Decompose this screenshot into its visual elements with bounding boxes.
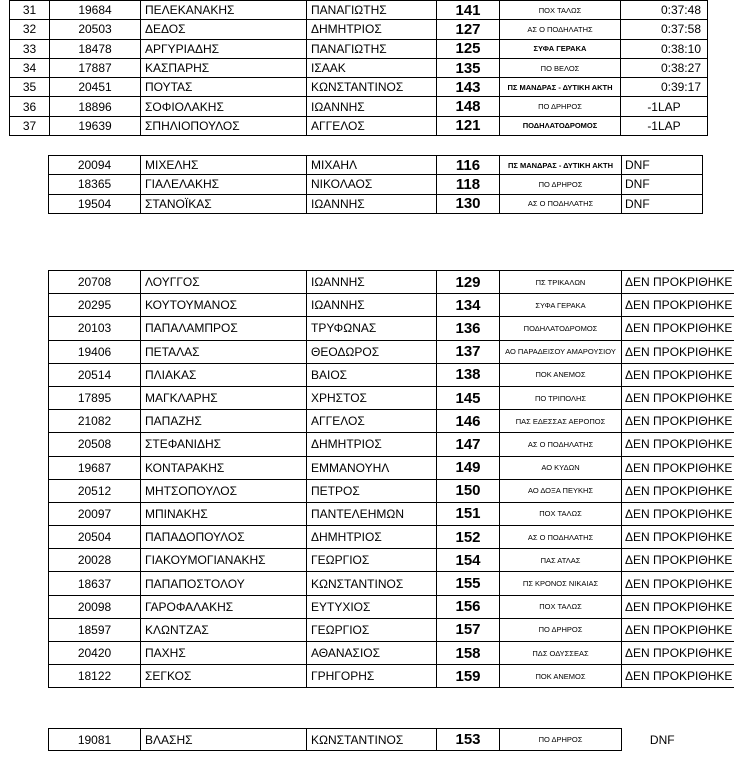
result-cell: ΔΕΝ ΠΡΟΚΡΙΘΗΚΕ bbox=[622, 363, 734, 386]
bib-number-cell: 151 bbox=[437, 502, 500, 525]
table-row bbox=[10, 39, 708, 58]
first-name-cell: ΤΡΥΦΩΝΑΣ bbox=[307, 317, 437, 340]
first-name-cell: ΠΑΝΑΓΙΩΤΗΣ bbox=[307, 1, 437, 20]
bib-number-cell: 121 bbox=[437, 116, 500, 135]
club-cell: ΠΟ ΒΕΛΟΣ bbox=[500, 58, 621, 77]
surname-cell: ΑΡΓΥΡΙΑΔΗΣ bbox=[141, 39, 307, 58]
license-cell: 18597 bbox=[49, 618, 141, 641]
surname-cell: ΠΑΠΑΠΟΣΤΟΛΟΥ bbox=[141, 572, 307, 595]
rank-cell: 33 bbox=[10, 39, 50, 58]
license-cell: 20514 bbox=[49, 363, 141, 386]
finishers-table bbox=[9, 0, 708, 136]
first-name-cell: ΕΜΜΑΝΟΥΗΛ bbox=[307, 456, 437, 479]
license-cell: 17887 bbox=[50, 58, 141, 77]
license-cell: 20420 bbox=[49, 642, 141, 665]
club-cell: ΠΣ ΜΑΝΔΡΑΣ - ΔΥΤΙΚΗ ΑΚΤΗ bbox=[500, 156, 622, 175]
club-cell: ΠΟΧ ΤΑΛΩΣ bbox=[500, 1, 621, 20]
surname-cell: ΜΗΤΣΟΠΟΥΛΟΣ bbox=[141, 479, 307, 502]
bib-number-cell: 158 bbox=[437, 642, 500, 665]
result-cell: ΔΕΝ ΠΡΟΚΡΙΘΗΚΕ bbox=[622, 456, 734, 479]
bib-number-cell: 155 bbox=[437, 572, 500, 595]
license-cell: 20028 bbox=[49, 549, 141, 572]
result-cell: ΔΕΝ ΠΡΟΚΡΙΘΗΚΕ bbox=[622, 386, 734, 409]
bib-number-cell: 118 bbox=[437, 175, 500, 194]
license-cell: 19504 bbox=[49, 194, 141, 213]
bib-number-cell: 127 bbox=[437, 20, 500, 39]
bib-number-cell: 152 bbox=[437, 526, 500, 549]
table-row bbox=[49, 549, 734, 572]
club-cell: ΑΣ Ο ΠΟΔΗΛΑΤΗΣ bbox=[500, 526, 622, 549]
license-cell: 17895 bbox=[49, 386, 141, 409]
surname-cell: ΠΑΠΑΔΟΠΟΥΛΟΣ bbox=[141, 526, 307, 549]
club-cell: ΠΟΚ ΑΝΕΜΟΣ bbox=[500, 363, 622, 386]
club-cell: ΑΣ Ο ΠΟΔΗΛΑΤΗΣ bbox=[500, 194, 622, 213]
surname-cell: ΣΤΕΦΑΝΙΔΗΣ bbox=[141, 433, 307, 456]
bib-number-cell: 145 bbox=[437, 386, 500, 409]
table-row bbox=[49, 595, 734, 618]
surname-cell: ΜΠΙΝΑΚΗΣ bbox=[141, 502, 307, 525]
result-cell: ΔΕΝ ΠΡΟΚΡΙΘΗΚΕ bbox=[622, 642, 734, 665]
first-name-cell: ΔΗΜΗΤΡΙΟΣ bbox=[307, 20, 437, 39]
surname-cell: ΠΕΤΑΛΑΣ bbox=[141, 340, 307, 363]
license-cell: 19639 bbox=[50, 116, 141, 135]
result-cell: ΔΕΝ ΠΡΟΚΡΙΘΗΚΕ bbox=[622, 340, 734, 363]
first-name-cell: ΠΑΝΤΕΛΕΗΜΩΝ bbox=[307, 502, 437, 525]
bib-number-cell: 153 bbox=[437, 729, 500, 751]
club-cell: ΠΟ ΔΡΗΡΟΣ bbox=[500, 729, 622, 751]
dnf-table bbox=[48, 155, 703, 214]
bib-number-cell: 134 bbox=[437, 294, 500, 317]
bib-number-cell: 156 bbox=[437, 595, 500, 618]
bib-number-cell: 129 bbox=[437, 271, 500, 294]
result-cell: ΔΕΝ ΠΡΟΚΡΙΘΗΚΕ bbox=[622, 410, 734, 433]
result-cell: ΔΕΝ ΠΡΟΚΡΙΘΗΚΕ bbox=[622, 294, 734, 317]
table-row bbox=[49, 175, 703, 194]
club-cell: ΠΟΧ ΤΑΛΩΣ bbox=[500, 502, 622, 525]
result-cell: ΔΕΝ ΠΡΟΚΡΙΘΗΚΕ bbox=[622, 433, 734, 456]
license-cell: 20451 bbox=[50, 78, 141, 97]
bib-number-cell: 137 bbox=[437, 340, 500, 363]
bib-number-cell: 130 bbox=[437, 194, 500, 213]
bib-number-cell: 147 bbox=[437, 433, 500, 456]
surname-cell: ΠΑΧΗΣ bbox=[141, 642, 307, 665]
result-cell: ΔΕΝ ΠΡΟΚΡΙΘΗΚΕ bbox=[622, 526, 734, 549]
table-row bbox=[49, 479, 734, 502]
result-cell: DNF bbox=[649, 732, 675, 747]
first-name-cell: ΙΩΑΝΝΗΣ bbox=[307, 271, 437, 294]
license-cell: 18478 bbox=[50, 39, 141, 58]
license-cell: 20098 bbox=[49, 595, 141, 618]
club-cell: ΠΟΔΗΛΑΤΟΔΡΟΜΟΣ bbox=[500, 317, 622, 340]
first-name-cell: ΔΗΜΗΤΡΙΟΣ bbox=[307, 526, 437, 549]
license-cell: 20503 bbox=[50, 20, 141, 39]
first-name-cell: ΚΩΝΣΤΑΝΤΙΝΟΣ bbox=[307, 572, 437, 595]
result-cell: -1LAP bbox=[621, 116, 708, 135]
license-cell: 20504 bbox=[49, 526, 141, 549]
first-name-cell: ΙΩΑΝΝΗΣ bbox=[307, 294, 437, 317]
surname-cell: ΚΟΥΤΟΥΜΑΝΟΣ bbox=[141, 294, 307, 317]
license-cell: 20708 bbox=[49, 271, 141, 294]
surname-cell: ΠΟΥΤΑΣ bbox=[141, 78, 307, 97]
surname-cell: ΠΑΠΑΖΗΣ bbox=[141, 410, 307, 433]
result-cell: ΔΕΝ ΠΡΟΚΡΙΘΗΚΕ bbox=[622, 479, 734, 502]
club-cell: ΑΟ ΚΥΔΩΝ bbox=[500, 456, 622, 479]
first-name-cell: ΙΣΑΑΚ bbox=[307, 58, 437, 77]
bib-number-cell: 154 bbox=[437, 549, 500, 572]
first-name-cell: ΚΩΝΣΤΑΝΤΙΝΟΣ bbox=[307, 78, 437, 97]
bib-number-cell: 150 bbox=[437, 479, 500, 502]
club-cell: ΑΣ Ο ΠΟΔΗΛΑΤΗΣ bbox=[500, 433, 622, 456]
table-row bbox=[49, 317, 734, 340]
surname-cell: ΠΕΛΕΚΑΝΑΚΗΣ bbox=[141, 1, 307, 20]
not-qualified-table bbox=[48, 270, 734, 688]
table-row bbox=[49, 194, 703, 213]
bib-number-cell: 138 bbox=[437, 363, 500, 386]
result-cell: -1LAP bbox=[621, 97, 708, 116]
license-cell: 20103 bbox=[49, 317, 141, 340]
first-name-cell: ΓΕΩΡΓΙΟΣ bbox=[307, 618, 437, 641]
surname-cell: ΠΛΙΑΚΑΣ bbox=[141, 363, 307, 386]
surname-cell: ΓΙΑΛΕΛΑΚΗΣ bbox=[141, 175, 307, 194]
surname-cell: ΣΕΓΚΟΣ bbox=[141, 665, 307, 688]
surname-cell: ΣΠΗΛΙΟΠΟΥΛΟΣ bbox=[141, 116, 307, 135]
license-cell: 19081 bbox=[49, 729, 141, 751]
first-name-cell: ΝΙΚΟΛΑΟΣ bbox=[307, 175, 437, 194]
bib-number-cell: 125 bbox=[437, 39, 500, 58]
result-cell: 0:37:48 bbox=[621, 1, 708, 20]
club-cell: ΠΟΔΗΛΑΤΟΔΡΟΜΟΣ bbox=[500, 116, 621, 135]
bib-number-cell: 141 bbox=[437, 1, 500, 20]
result-cell: 0:38:27 bbox=[621, 58, 708, 77]
surname-cell: ΓΑΡΟΦΑΛΑΚΗΣ bbox=[141, 595, 307, 618]
result-cell: DNF bbox=[622, 175, 703, 194]
result-cell: ΔΕΝ ΠΡΟΚΡΙΘΗΚΕ bbox=[622, 618, 734, 641]
club-cell: ΠΣ ΜΑΝΔΡΑΣ - ΔΥΤΙΚΗ ΑΚΤΗ bbox=[500, 78, 621, 97]
table-row bbox=[49, 433, 734, 456]
rank-cell: 34 bbox=[10, 58, 50, 77]
result-cell: ΔΕΝ ΠΡΟΚΡΙΘΗΚΕ bbox=[622, 271, 734, 294]
club-cell: ΑΣ Ο ΠΟΔΗΛΑΤΗΣ bbox=[500, 20, 621, 39]
license-cell: 19687 bbox=[49, 456, 141, 479]
bib-number-cell: 135 bbox=[437, 58, 500, 77]
result-cell: ΔΕΝ ΠΡΟΚΡΙΘΗΚΕ bbox=[622, 665, 734, 688]
bib-number-cell: 116 bbox=[437, 156, 500, 175]
table-row bbox=[49, 642, 734, 665]
table-row bbox=[10, 1, 708, 20]
table-row bbox=[49, 618, 734, 641]
bib-number-cell: 143 bbox=[437, 78, 500, 97]
license-cell: 18122 bbox=[49, 665, 141, 688]
bib-number-cell: 136 bbox=[437, 317, 500, 340]
table-row bbox=[49, 502, 734, 525]
first-name-cell: ΧΡΗΣΤΟΣ bbox=[307, 386, 437, 409]
license-cell: 18637 bbox=[49, 572, 141, 595]
result-cell: 0:39:17 bbox=[621, 78, 708, 97]
rank-cell: 32 bbox=[10, 20, 50, 39]
club-cell: ΠΑΣ ΕΔΕΣΣΑΣ ΑΕΡΟΠΟΣ bbox=[500, 410, 622, 433]
result-cell: ΔΕΝ ΠΡΟΚΡΙΘΗΚΕ bbox=[622, 317, 734, 340]
table-row bbox=[49, 271, 734, 294]
club-cell: ΣΥΦΑ ΓΕΡΑΚΑ bbox=[500, 39, 621, 58]
surname-cell: ΠΑΠΑΛΑΜΠΡΟΣ bbox=[141, 317, 307, 340]
table-row bbox=[49, 363, 734, 386]
final-dnf-table bbox=[48, 728, 703, 751]
rank-cell: 36 bbox=[10, 97, 50, 116]
table-row bbox=[49, 340, 734, 363]
table-row bbox=[10, 20, 708, 39]
table-row bbox=[49, 665, 734, 688]
result-cell: ΔΕΝ ΠΡΟΚΡΙΘΗΚΕ bbox=[622, 572, 734, 595]
license-cell: 20097 bbox=[49, 502, 141, 525]
first-name-cell: ΠΑΝΑΓΙΩΤΗΣ bbox=[307, 39, 437, 58]
first-name-cell: ΔΗΜΗΤΡΙΟΣ bbox=[307, 433, 437, 456]
table-row bbox=[10, 78, 708, 97]
license-cell: 20295 bbox=[49, 294, 141, 317]
surname-cell: ΚΑΣΠΑΡΗΣ bbox=[141, 58, 307, 77]
surname-cell: ΜΙΧΕΛΗΣ bbox=[141, 156, 307, 175]
bib-number-cell: 157 bbox=[437, 618, 500, 641]
table-row bbox=[49, 572, 734, 595]
club-cell: ΠΟ ΔΡΗΡΟΣ bbox=[500, 618, 622, 641]
result-cell: DNF bbox=[622, 156, 703, 175]
first-name-cell: ΜΙΧΑΗΛ bbox=[307, 156, 437, 175]
first-name-cell: ΑΓΓΕΛΟΣ bbox=[307, 410, 437, 433]
surname-cell: ΔΕΔΟΣ bbox=[141, 20, 307, 39]
first-name-cell: ΚΩΝΣΤΑΝΤΙΝΟΣ bbox=[307, 729, 437, 751]
table-row bbox=[49, 456, 734, 479]
license-cell: 18896 bbox=[50, 97, 141, 116]
club-cell: ΠΟΚ ΑΝΕΜΟΣ bbox=[500, 665, 622, 688]
result-cell: ΔΕΝ ΠΡΟΚΡΙΘΗΚΕ bbox=[622, 549, 734, 572]
license-cell: 21082 bbox=[49, 410, 141, 433]
surname-cell: ΚΛΩΝΤΖΑΣ bbox=[141, 618, 307, 641]
license-cell: 19406 bbox=[49, 340, 141, 363]
result-cell: ΔΕΝ ΠΡΟΚΡΙΘΗΚΕ bbox=[622, 502, 734, 525]
surname-cell: ΣΟΦΙΟΛΑΚΗΣ bbox=[141, 97, 307, 116]
surname-cell: ΚΟΝΤΑΡΑΚΗΣ bbox=[141, 456, 307, 479]
table-row bbox=[49, 156, 703, 175]
rank-cell: 35 bbox=[10, 78, 50, 97]
club-cell: ΠΟ ΔΡΗΡΟΣ bbox=[500, 97, 621, 116]
club-cell: ΠΟ ΔΡΗΡΟΣ bbox=[500, 175, 622, 194]
license-cell: 20094 bbox=[49, 156, 141, 175]
club-cell: ΠΔΣ ΟΔΥΣΣΕΑΣ bbox=[500, 642, 622, 665]
license-cell: 18365 bbox=[49, 175, 141, 194]
bib-number-cell: 159 bbox=[437, 665, 500, 688]
first-name-cell: ΘΕΟΔΩΡΟΣ bbox=[307, 340, 437, 363]
first-name-cell: ΑΓΓΕΛΟΣ bbox=[307, 116, 437, 135]
result-cell: 0:37:58 bbox=[621, 20, 708, 39]
first-name-cell: ΕΥΤΥΧΙΟΣ bbox=[307, 595, 437, 618]
first-name-cell: ΙΩΑΝΝΗΣ bbox=[307, 194, 437, 213]
license-cell: 20512 bbox=[49, 479, 141, 502]
first-name-cell: ΑΘΑΝΑΣΙΟΣ bbox=[307, 642, 437, 665]
club-cell: ΠΣ ΚΡΟΝΟΣ ΝΙΚΑΙΑΣ bbox=[500, 572, 622, 595]
table-row bbox=[49, 294, 734, 317]
result-cell: 0:38:10 bbox=[621, 39, 708, 58]
surname-cell: ΓΙΑΚΟΥΜΟΓΙΑΝΑΚΗΣ bbox=[141, 549, 307, 572]
first-name-cell: ΠΕΤΡΟΣ bbox=[307, 479, 437, 502]
table-row bbox=[10, 58, 708, 77]
club-cell: ΠΟΧ ΤΑΛΩΣ bbox=[500, 595, 622, 618]
first-name-cell: ΓΡΗΓΟΡΗΣ bbox=[307, 665, 437, 688]
table-row bbox=[10, 116, 708, 135]
surname-cell: ΒΛΑΣΗΣ bbox=[141, 729, 307, 751]
bib-number-cell: 148 bbox=[437, 97, 500, 116]
rank-cell: 31 bbox=[10, 1, 50, 20]
result-cell: ΔΕΝ ΠΡΟΚΡΙΘΗΚΕ bbox=[622, 595, 734, 618]
bib-number-cell: 146 bbox=[437, 410, 500, 433]
club-cell: ΠΣ ΤΡΙΚΑΛΩΝ bbox=[500, 271, 622, 294]
table-row bbox=[49, 410, 734, 433]
club-cell: ΣΥΦΑ ΓΕΡΑΚΑ bbox=[500, 294, 622, 317]
table-row bbox=[49, 729, 703, 751]
bib-number-cell: 149 bbox=[437, 456, 500, 479]
table-row bbox=[10, 97, 708, 116]
surname-cell: ΜΑΓΚΛΑΡΗΣ bbox=[141, 386, 307, 409]
result-cell: DNF bbox=[622, 194, 703, 213]
table-row bbox=[49, 386, 734, 409]
surname-cell: ΛΟΥΓΓΟΣ bbox=[141, 271, 307, 294]
club-cell: ΠΟ ΤΡΙΠΟΛΗΣ bbox=[500, 386, 622, 409]
first-name-cell: ΓΕΩΡΓΙΟΣ bbox=[307, 549, 437, 572]
club-cell: ΑΟ ΠΑΡΑΔΕΙΣΟΥ ΑΜΑΡΟΥΣΙΟΥ bbox=[500, 340, 622, 363]
license-cell: 19684 bbox=[50, 1, 141, 20]
club-cell: ΠΑΣ ΑΤΛΑΣ bbox=[500, 549, 622, 572]
first-name-cell: ΒΑΙΟΣ bbox=[307, 363, 437, 386]
license-cell: 20508 bbox=[49, 433, 141, 456]
first-name-cell: ΙΩΑΝΝΗΣ bbox=[307, 97, 437, 116]
rank-cell: 37 bbox=[10, 116, 50, 135]
table-row bbox=[49, 526, 734, 549]
surname-cell: ΣΤΑΝΟΪΚΑΣ bbox=[141, 194, 307, 213]
club-cell: ΑΟ ΔΟΞΑ ΠΕΥΚΗΣ bbox=[500, 479, 622, 502]
